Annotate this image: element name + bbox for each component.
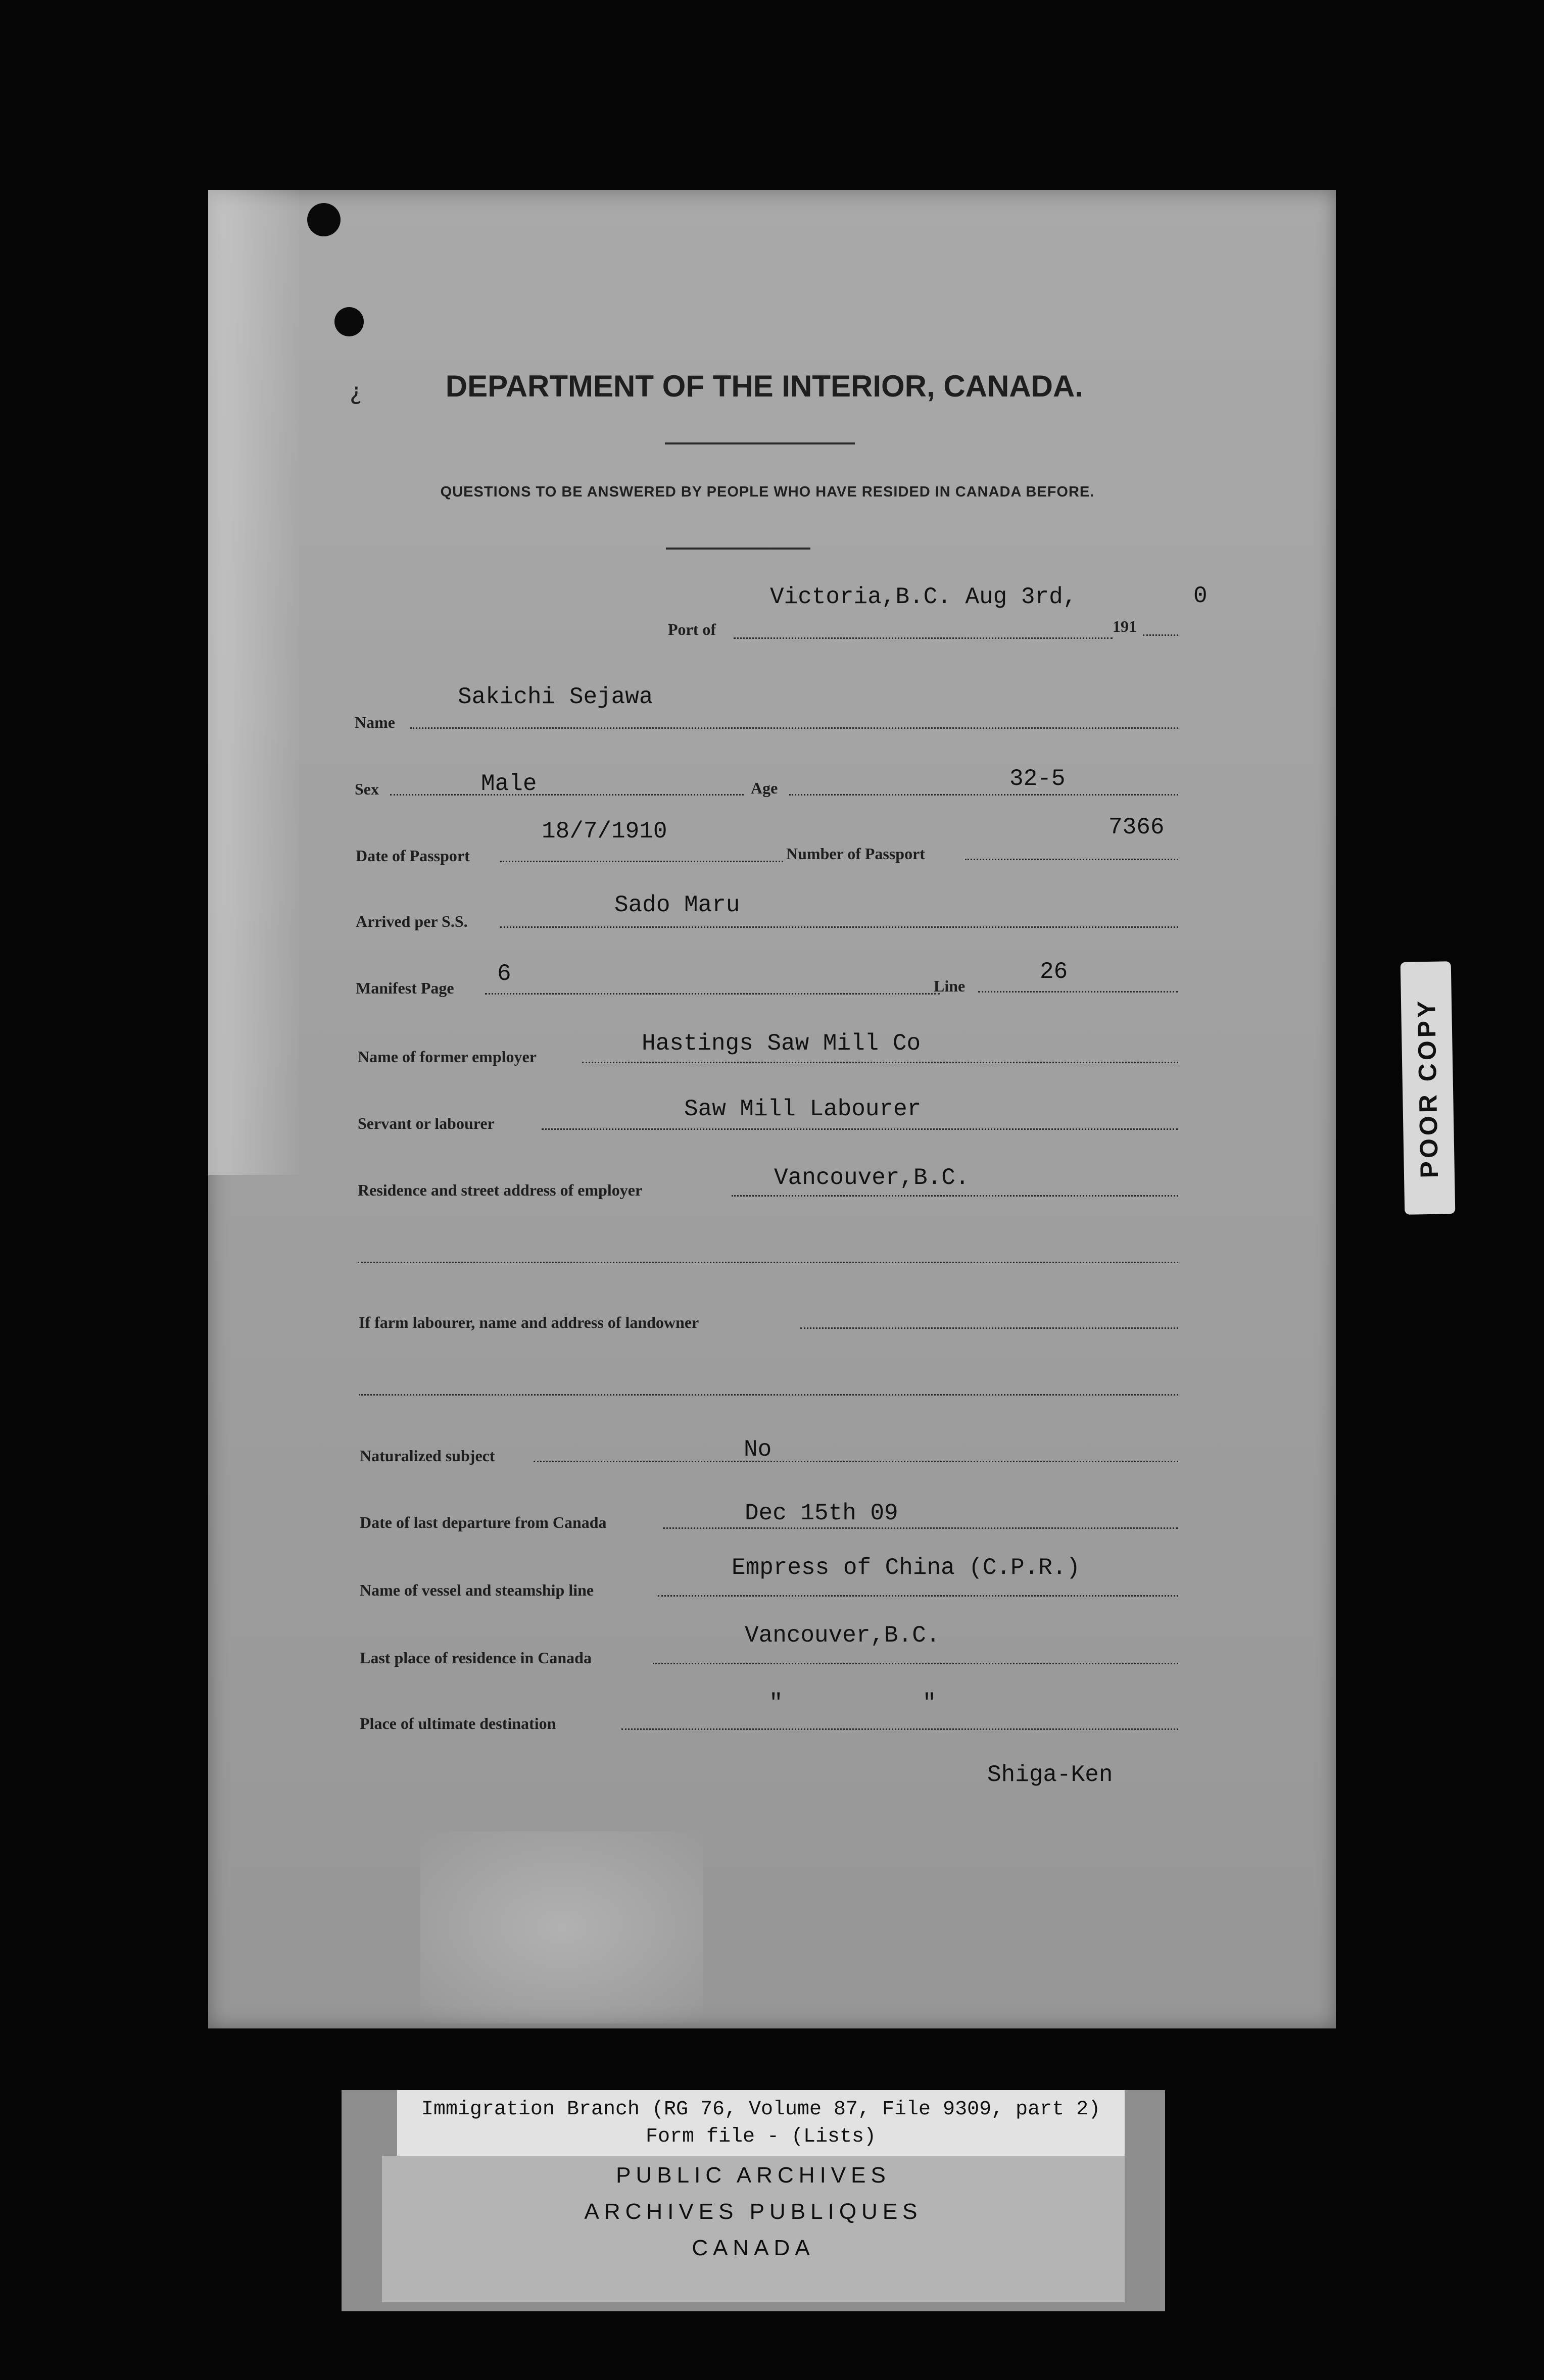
origin-value: Shiga-Ken [987, 1762, 1113, 1788]
year-value: 0 [1193, 583, 1208, 609]
name-dots [410, 727, 1178, 729]
vessel-value: Empress of China (C.P.R.) [732, 1555, 1081, 1581]
archives-french: ARCHIVES PUBLIQUES [584, 2199, 923, 2224]
residence-value: Vancouver,B.C. [774, 1165, 970, 1191]
last-residence-value: Vancouver,B.C. [745, 1622, 940, 1649]
archive-reference: Immigration Branch (RG 76, Volume 87, File 9309, part 2) [421, 2098, 1101, 2121]
poor-copy-text: POOR COPY [1412, 998, 1444, 1178]
employer-dots [582, 1062, 1178, 1063]
age-value: 32-5 [1009, 766, 1066, 792]
residence-dots-2 [358, 1262, 1178, 1263]
paper-stain-bottom [420, 1831, 703, 2023]
passport-number-value: 7366 [1108, 814, 1165, 840]
archive-label-top [397, 2090, 1125, 2156]
destination-dots [621, 1728, 1178, 1730]
paper-stain-left [208, 190, 299, 1175]
employer-label: Name of former employer [358, 1048, 537, 1066]
port-dots [734, 637, 1113, 639]
port-label: Port of [668, 620, 716, 638]
poor-copy-stamp [1401, 961, 1456, 1215]
line-dots [978, 991, 1178, 993]
passport-date-label: Date of Passport [356, 847, 470, 865]
line-value: 26 [1040, 959, 1068, 985]
archive-label-body [382, 2156, 1125, 2302]
manifest-label: Manifest Page [356, 979, 454, 997]
archive-form-file: Form file - (Lists) [645, 2125, 877, 2148]
name-value: Sakichi Sejawa [458, 684, 653, 710]
age-label: Age [751, 779, 778, 797]
subtitle-rule [666, 548, 810, 550]
last-residence-dots [653, 1663, 1178, 1664]
year-dots [1143, 634, 1178, 636]
passport-date-dots [500, 861, 783, 862]
vessel-label: Name of vessel and steamship line [360, 1581, 594, 1599]
passport-number-dots [965, 859, 1178, 860]
title-rule [665, 442, 855, 444]
stray-mark: ¿ [350, 378, 362, 405]
passport-number-label: Number of Passport [786, 845, 925, 863]
punch-hole-top [307, 203, 341, 236]
departure-label: Date of last departure from Canada [360, 1513, 607, 1531]
punch-hole-lower [334, 307, 364, 336]
manifest-value: 6 [497, 961, 511, 987]
archives-country: CANADA [692, 2236, 815, 2260]
form-title: DEPARTMENT OF THE INTERIOR, CANADA. [445, 369, 1083, 403]
sex-value: Male [481, 771, 537, 797]
departure-value: Dec 15th 09 [745, 1500, 898, 1526]
residence-dots [732, 1195, 1178, 1197]
manifest-dots [485, 993, 940, 995]
sex-dots [390, 794, 744, 796]
age-dots [789, 794, 1178, 796]
servant-value: Saw Mill Labourer [684, 1096, 922, 1122]
form-subtitle: QUESTIONS TO BE ANSWERED BY PEOPLE WHO HAVE RESIDED IN CANADA BEFORE. [440, 484, 1095, 500]
last-residence-label: Last place of residence in Canada [360, 1649, 592, 1667]
arrived-value: Sado Maru [614, 892, 740, 918]
naturalized-value: No [744, 1436, 772, 1463]
farm-dots [800, 1327, 1178, 1329]
farm-dots-2 [359, 1394, 1178, 1396]
destination-value: " " [769, 1690, 937, 1716]
arrived-dots [500, 926, 1178, 928]
naturalized-dots [534, 1461, 1178, 1462]
arrived-label: Arrived per S.S. [356, 912, 468, 930]
name-label: Name [355, 713, 395, 731]
port-value: Victoria,B.C. Aug 3rd, [770, 584, 1077, 610]
servant-dots [542, 1128, 1178, 1130]
destination-label: Place of ultimate destination [360, 1714, 556, 1732]
year-label: 191 [1113, 617, 1137, 635]
passport-date-value: 18/7/1910 [542, 818, 667, 845]
residence-label: Residence and street address of employer [358, 1181, 643, 1199]
departure-dots [663, 1527, 1178, 1529]
line-label: Line [934, 977, 966, 995]
archive-label [342, 2090, 1165, 2311]
farm-label: If farm labourer, name and address of landowner [359, 1313, 699, 1331]
naturalized-label: Naturalized subject [360, 1447, 495, 1465]
form-paper [208, 190, 1336, 2028]
servant-label: Servant or labourer [358, 1114, 495, 1132]
vessel-dots [658, 1595, 1178, 1597]
archives-english: PUBLIC ARCHIVES [616, 2163, 891, 2188]
employer-value: Hastings Saw Mill Co [642, 1030, 921, 1057]
sex-label: Sex [355, 780, 379, 798]
